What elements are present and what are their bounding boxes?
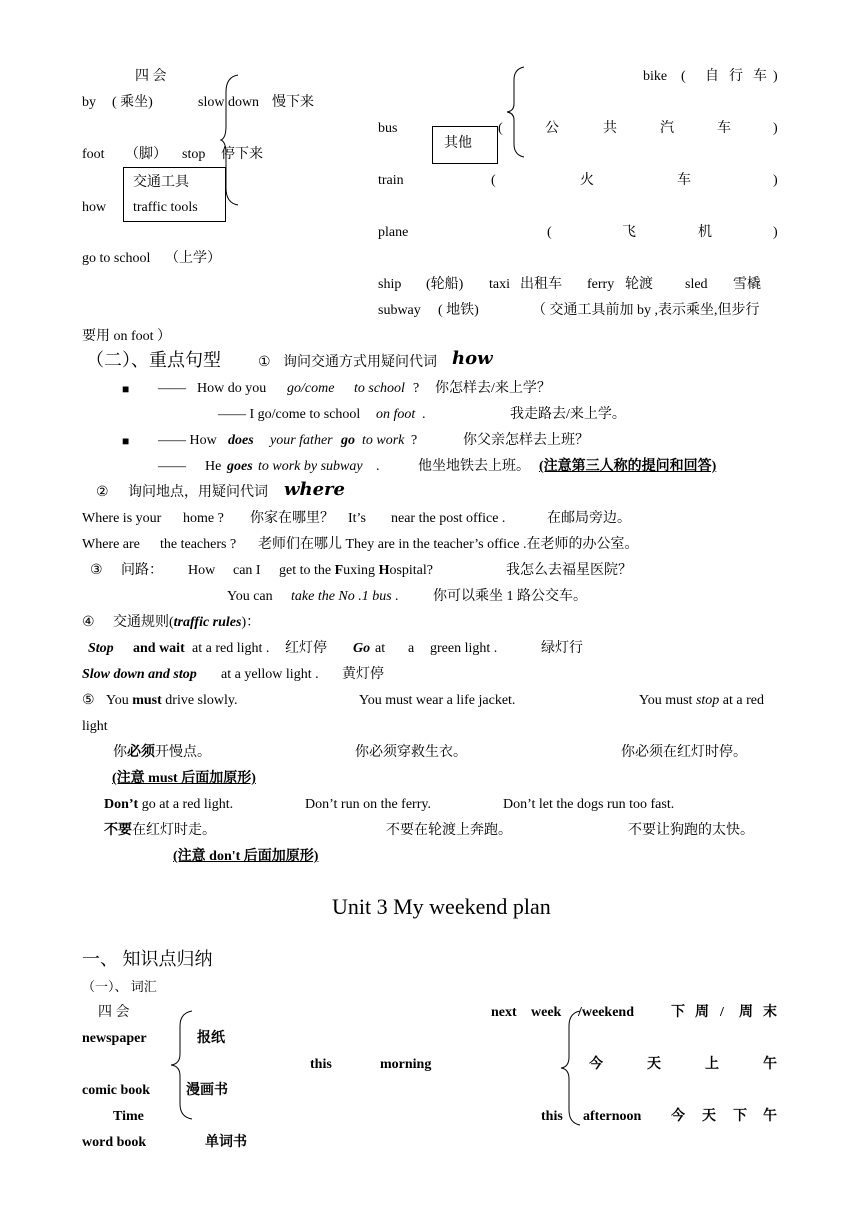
char: 自 [705,69,719,84]
char: 汽 [660,121,674,136]
sentence-part: —— How [158,433,217,448]
sentence-part: He [205,459,222,474]
char: 火 [580,173,594,188]
translation: 你可以乘坐 1 路公交车。 [433,589,587,604]
sentence-part: take the No .1 bus . [291,589,399,604]
vocab-word: by [82,95,96,110]
sentence-part: to work [362,433,405,448]
char: 飞 [622,225,636,240]
translation: 你必须在红灯时停。 [621,745,747,760]
dash: —— [158,381,186,396]
vocab-meaning: 停下来 [221,147,263,162]
item-text: 询问交通方式用疑问代词 [283,355,437,370]
brace-icon [560,1010,582,1126]
sentence-part: the teachers ? [160,537,237,552]
vocab-meaning: （上学） [165,251,221,266]
vocab-word: stop [182,147,206,162]
vocab-word: foot [82,147,105,162]
section-heading: 一、 知识点归纳 [82,949,213,969]
vocab-word: week [531,1005,562,1020]
translation: 我怎么去福星医院？ [506,563,632,578]
sentence-part: at a yellow light . [221,667,319,682]
brace-icon [170,1010,194,1120]
vocab-meaning: 轮渡 [625,277,653,292]
vocab-meaning: ( 地铁) [438,303,479,318]
box-label-en: traffic tools [133,200,198,215]
sentence-part: can I [233,563,261,578]
sentence-part: home ? [183,511,224,526]
keyword-how: how [452,348,493,369]
dont-note: (注意 don't 后面加原形) [173,849,319,864]
translation: 你怎样去/来上学？ [435,381,551,396]
vocab-word: train [378,173,404,188]
paren: ) [773,121,778,136]
char: 下 [671,1005,685,1020]
char: 上 [705,1057,719,1072]
vocab-meaning: 慢下来 [272,95,314,110]
item-number: ① [258,355,271,370]
char: 行 [729,69,743,84]
vocab-meaning: 出租车 [520,277,562,292]
sentence-part: goes [227,459,253,474]
paren: ( [491,173,496,188]
vocab-meaning: 漫画书 [186,1083,228,1098]
sentence-part: How do you [197,381,267,396]
paren: ( [547,225,552,240]
char: 天 [647,1057,661,1072]
item-text: 询问地点，用疑问代词 [128,485,268,500]
vocab-meaning: ( 乘坐) [112,95,153,110]
sentence-part: You can [227,589,273,604]
sentence-part: Where are [82,537,140,552]
char: 周 [739,1005,753,1020]
sentence-part: Slow down and stop [82,667,197,682]
sentence-part: get to the Fuxing Hospital? [279,563,433,578]
char: 午 [763,1057,777,1072]
sentence-part: Don’t run on the ferry. [305,797,431,812]
char: 机 [698,225,712,240]
sentence-part: Stop [88,641,114,656]
translation: 老师们在哪儿 They are in the teacher’s office .在老师的办公室。 [258,537,639,552]
char: / [720,1005,724,1020]
sentence-part: your father [270,433,333,448]
translation: 我走路去/来上学。 [510,407,626,422]
char: 车 [753,69,767,84]
char: 共 [603,121,617,136]
sentence-part: to school [354,381,405,396]
translation: 你父亲怎样去上班？ [463,433,589,448]
four-skills-label: 四 会 [98,1005,130,1020]
vocab-word: next [491,1005,517,1020]
sentence-part: ? [411,433,418,448]
vocab-word: morning [380,1057,432,1072]
vocab-word: bus [378,121,398,136]
brace-icon [220,74,240,206]
translation: 红灯停 [285,641,327,656]
char: 午 [763,1109,777,1124]
vocab-meaning: 报纸 [197,1031,225,1046]
paren: ( [498,121,503,136]
paren: ) [773,69,778,84]
char: 车 [677,173,691,188]
char: 车 [717,121,731,136]
char: 天 [702,1109,716,1124]
sentence-part: You must stop at a red [639,693,764,708]
translation: 绿灯行 [541,641,583,656]
sentence-part: light [82,719,108,734]
char: 周 [695,1005,709,1020]
vocab-word: comic book [82,1083,151,1098]
vocab-word: this [310,1057,332,1072]
vocab-meaning: （脚） [125,147,167,162]
vocab-meaning: (轮船) [426,277,464,292]
sentence-part: How [188,563,216,578]
section-heading: （二）、重点句型 [86,350,221,370]
four-skills-label: 四 会 [135,69,167,84]
item-number: ② [96,485,109,500]
vocab-word: slow down [198,95,260,110]
translation: 在邮局旁边。 [547,511,631,526]
translation: 你必须穿救生衣。 [355,745,467,760]
item-text: 问路： [121,563,163,578]
sentence-part: You must drive slowly. [106,693,238,708]
other-box [432,126,498,164]
box-label-cn: 交通工具 [133,175,189,190]
dash: —— [158,459,186,474]
sentence-part: Go [353,641,371,656]
vocab-word: plane [378,225,409,240]
vocab-word: subway [378,303,421,318]
sentence-part: near the post office . [391,511,506,526]
vocab-meaning: 单词书 [205,1135,247,1150]
char: 今 [589,1057,603,1072]
sentence-part: ? [413,381,420,396]
vocab-word: ferry [587,277,615,292]
other-label: 其他 [444,136,472,151]
vocab-word: this [541,1109,563,1124]
vocab-word: sled [685,277,708,292]
sentence-part: does [228,433,254,448]
paren: ) [773,173,778,188]
translation: 你必须开慢点。 [113,745,211,760]
char: 公 [545,121,559,136]
sentence-part: on foot [376,407,416,422]
vocab-meaning: 雪橇 [733,277,761,292]
translation: 黄灯停 [342,667,384,682]
item-number: ⑤ [82,693,95,708]
translation: 不要让狗跑的太快。 [628,823,754,838]
brace-icon [506,66,526,158]
vocab-word: taxi [489,277,510,292]
vocab-word: word book [82,1135,147,1150]
char: 今 [671,1109,685,1124]
sentence-part: Where is your [82,511,162,526]
paren: ( [681,69,686,84]
sentence-part: and wait [133,641,185,656]
sentence-part: at [375,641,386,656]
char: 下 [733,1109,747,1124]
vocab-word: Time [113,1109,144,1124]
must-note: (注意 must 后面加原形) [112,771,256,786]
translation: 不要在红灯时走。 [104,823,216,838]
sentence-part: You must wear a life jacket. [359,693,516,708]
third-person-note: (注意第三人称的提问和回答) [539,459,717,474]
bullet-icon: ■ [122,382,130,396]
sentence-part: —— I go/come to school [218,407,361,422]
sentence-part: Don’t let the dogs run too fast. [503,797,675,812]
by-note-cont: 要用 on foot ） [82,329,172,344]
item-number: ④ [82,615,95,630]
subsection-heading: （一）、 词汇 [82,979,157,994]
keyword-where: where [284,479,345,500]
traffic-tools-box [123,167,226,222]
vocab-word: how [82,200,107,215]
translation: 不要在轮渡上奔跑。 [386,823,512,838]
item-number: ③ [90,563,103,578]
item-text: 交通规则(traffic rules)： [113,615,261,630]
translation: 他坐地铁去上班。 [418,459,530,474]
vocab-word: newspaper [82,1031,147,1046]
sentence-part: . [422,407,426,422]
char: 末 [763,1005,777,1020]
vocab-word: go to school [82,251,151,266]
vocab-word: afternoon [583,1109,642,1124]
sentence-part: go [341,433,355,448]
vocab-word: /weekend [578,1005,634,1020]
sentence-part: It’s [348,511,366,526]
unit-title: Unit 3 My weekend plan [332,894,551,919]
vocab-word: bike [643,69,668,84]
sentence-part: go/come [287,381,335,396]
sentence-part: to work by subway [258,459,363,474]
sentence-part: green light . [430,641,498,656]
paren: ) [773,225,778,240]
vocab-word: ship [378,277,402,292]
by-note: （ 交通工具前加 by ,表示乘坐,但步行 [532,303,760,318]
sentence-part: Don’t go at a red light. [104,797,234,812]
sentence-part: . [376,459,380,474]
bullet-icon: ■ [122,434,130,448]
sentence-part: at a red light . [192,641,270,656]
translation: 你家在哪里？ [250,511,334,526]
sentence-part: a [408,641,415,656]
